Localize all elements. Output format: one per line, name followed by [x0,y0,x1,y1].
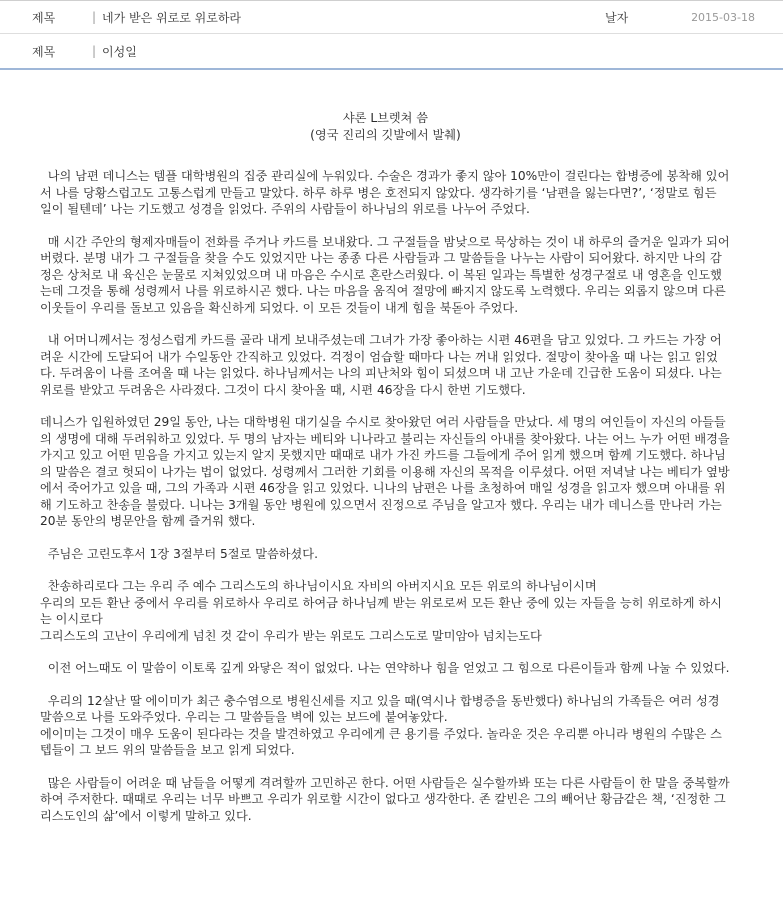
paragraph-4: 데니스가 입원하였던 29일 동안, 나는 대학병원 대기실을 수시로 찾아왔던 여러 사람들을 만났다. 세 명의 여인들이 자신의 아들들의 생명에 대해 두려워하고 있었다. 두 명의 남자는 베티와 니나라고 불리는 자신들의 아내를 찾아왔다. 나는 어느 누가 어떤 배경을 가지고 있고 어떤 믿음을 가지고 있는지 알지 못했지만 때때로 내가 가진 카드를 그들에게 주어 읽게 했으며 함께 기도했다. 하나님의 말씀은 결코 헛되이 나가는 법이 없었다. 성령께서 그러한 기회를 이용해 자신의 목적을 이루셨다. 어떤 저녁날 나는 베티가 옆방에서 죽어가고 있을 때, 그의 가족과 시편 46장을 읽고 있었다. 니나의 남편은 나를 초청하여 매일 성경을 읽고자 했으며 아내를 위해 기도하고 찬송을 불렀다. 니나는 3개월 동안 병원에 있으면서 진정으로 주님을 알고자 했다. 우리는 내가 데니스를 만나러 가는 20분 동안의 병문안을 함께 즐거워 했다. [40,415,734,528]
paragraph-3: 내 어머니께서는 정성스럽게 카드를 골라 내게 보내주셨는데 그녀가 가장 좋아하는 시편 46편을 담고 있었다. 그 카드는 가장 어려운 시간에 도달되어 내가 수일동안 간직하고 있었다. 걱정이 엄습할 때마다 나는 꺼내 읽었다. 절망이 찾아올 때 나는 읽고 읽었다. 두려움이 나를 조여올 때 나는 읽었다. 하나님께서는 나의 피난처와 힘이 되셨으며 내 고난 가운데 긴급한 도움이 되셨다. 나는 위로를 받았고 두려움은 사라졌다. 그것이 다시 찾아올 때, 시편 46장을 다시 한번 기도했다. [40,333,726,397]
byline-author: 샤론 L브렛쳐 씀 [342,111,429,125]
date-label: 날자 [605,10,629,25]
paragraph-2: 매 시간 주안의 형제자매들이 전화를 주거나 카드를 보내왔다. 그 구절들을 밤낮으로 묵상하는 것이 내 하루의 즐거운 일과가 되어버렸다. 분명 내가 그 구절들을 찾을 수도 있었지만 나는 종종 다른 사람들과 그 말씀들을 나누는 사람이 되어왔다. 하지만 나의 감정은 상처로 내 육신은 눈물로 지쳐있었으며 내 마음은 수시로 혼란스러웠다. 이 복된 일과는 특별한 성경구절로 내 영혼을 인도했는데 그것을 통해 성령께서 나를 위로하시곤 했다. 나는 마음을 움직여 절망에 빠지지 않도록 노력했다. 우리는 외롭지 않으며 다른 이웃들이 우리를 돌보고 있음을 확신하게 되었다. 이 모든 것들이 내게 힘을 북돋아 주었다. [40,234,730,315]
byline-block [40,110,731,144]
title-row [0,1,783,34]
post-author: 이성일 [102,44,137,59]
separator: | [92,44,97,58]
paragraph-1: 나의 남편 데니스는 템플 대학병원의 집중 관리실에 누워있다. 수술은 경과가 좋지 않아 10%만이 걸린다는 합병증에 봉착해 있어서 나를 당황스럽고도 고통스럽게 만들고 말았다. 하루 하루 병은 호전되지 않았다. 생각하기를 ‘남편을 잃는다면?’, ‘정말로 힘든 일이 될텐데’ 나는 기도했고 성경을 읽었다. 주위의 사람들이 하나님의 위로를 나누어 주었다. [40,169,730,216]
title-label: 제목 [32,10,56,25]
post-date: 2015-03-18 [691,10,755,24]
separator: | [92,10,97,24]
scripture-quote: 찬송하리로다 그는 우리 주 예수 그리스도의 하나님이시요 자비의 아버지시요 모든 위로의 하나님이시며 우리의 모든 환난 중에서 우리를 위로하사 우리로 하여금 하나님께 받는 위로로써 모든 환난 중에 있는 자들을 능히 위로하게 하시는 이시로다 그리스도의 고난이 우리에게 넘친 것 같이 우리가 받는 위로도 그리스도로 말미암아 넘치는도다 [40,579,722,643]
post-meta-table [0,0,783,70]
article-body [0,70,783,824]
paragraph-7: 이전 어느때도 이 말씀이 이토록 깊게 와닿은 적이 없었다. 나는 연약하나 힘을 얻었고 그 힘으로 다른이들과 함께 나눌 수 있었다. [40,661,730,675]
paragraph-8: 우리의 12살난 딸 에이미가 최근 충수염으로 병원신세를 지고 있을 때(역시나 합병증을 동반했다) 하나님의 가족들은 여러 성경 말씀으로 나를 도와주었다. 우리는 그 말씀들을 벽에 있는 보드에 붙여놓았다. 에이미는 그것이 매우 도움이 된다라는 것을 발견하였고 우리에게 큰 용기를 주었다. 놀라운 것은 우리뿐 아니라 병원의 수많은 스텝들이 그 보드 위의 말씀들을 보고 읽게 되었다. [40,693,722,757]
paragraph-5: 주님은 고린도후서 1장 3절부터 5절로 말씀하셨다. [40,546,318,561]
author-row [0,34,783,70]
post-title: 네가 받은 위로로 위로하라 [102,10,242,25]
byline-source: (영국 진리의 깃발에서 발췌) [310,128,461,142]
paragraph-9: 많은 사람들이 어려운 때 남들을 어떻게 격려할까 고민하곤 한다. 어떤 사람들은 실수할까봐 또는 다른 사람들이 한 말을 중복할까하여 주저한다. 때때로 우리는 너무 바쁘고 우리가 위로할 시간이 없다고 생각한다. 존 칼빈은 그의 빼어난 황금같은 책, ‘진정한 그리스도인의 삶’에서 이렇게 말하고 있다. [40,775,730,823]
author-label: 제목 [32,44,56,59]
